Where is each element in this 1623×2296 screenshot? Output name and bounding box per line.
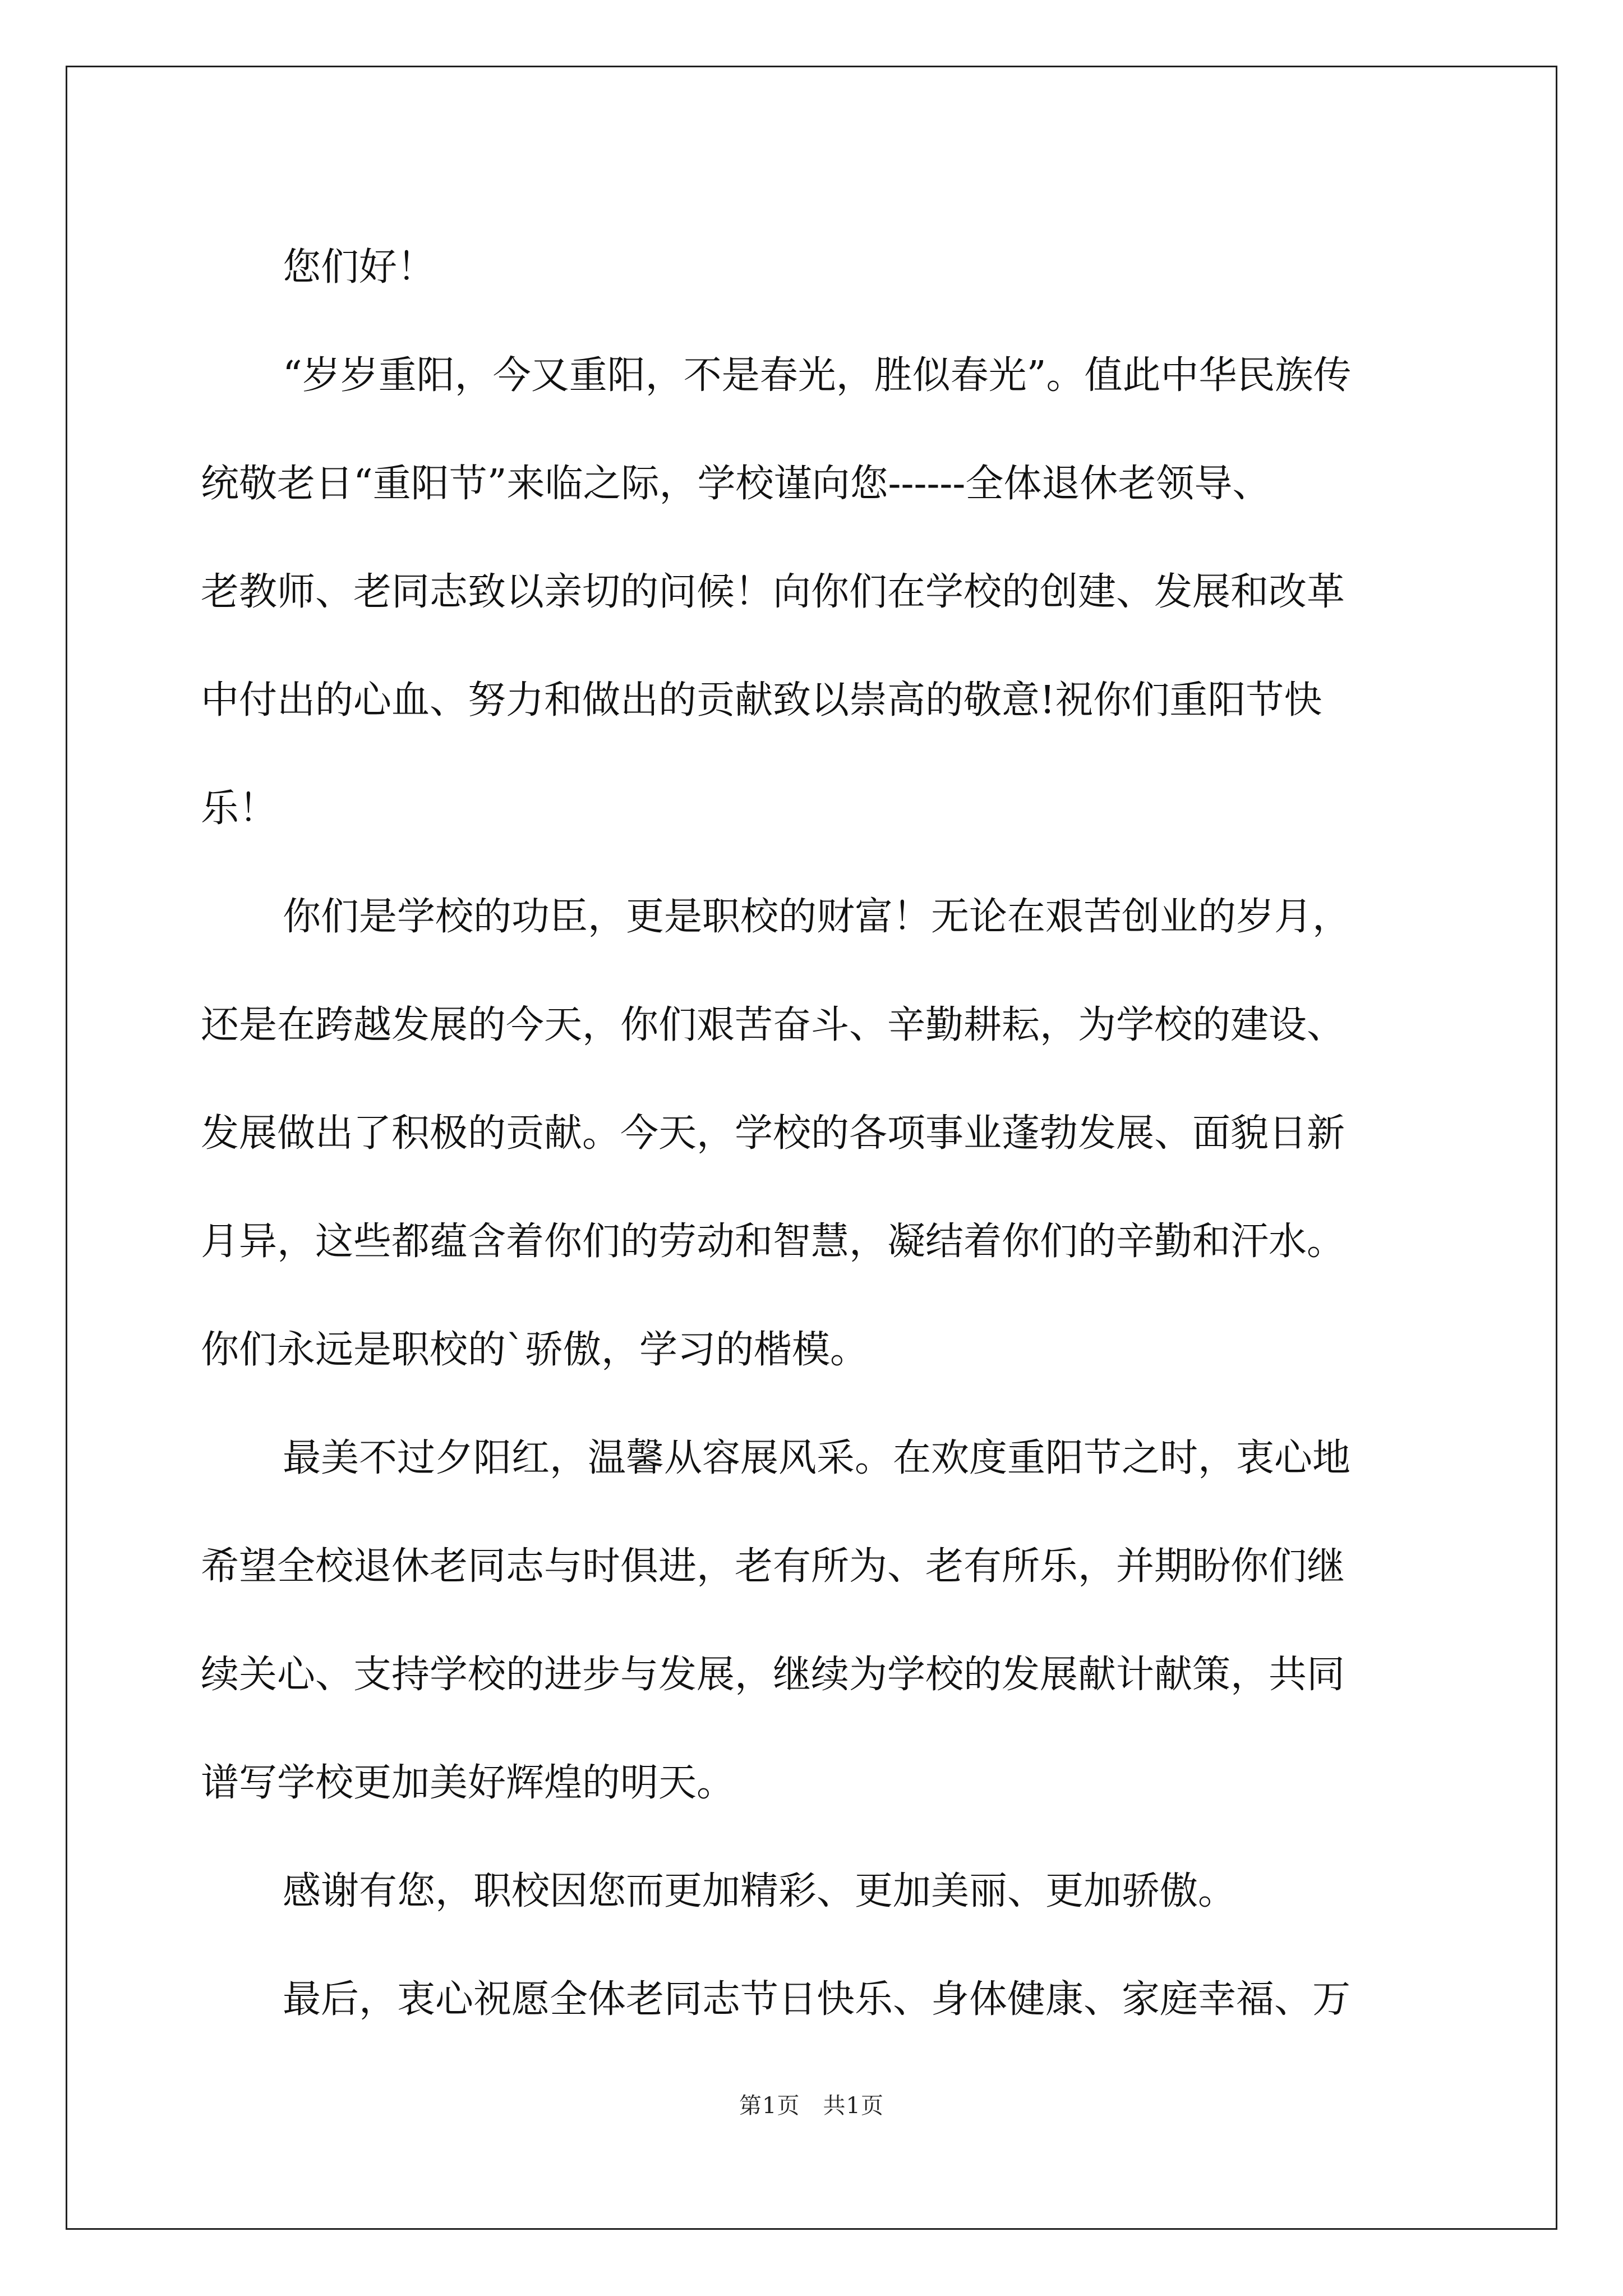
text-line: 感谢有您，职校因您而更加精彩、更加美丽、更加骄傲。 (283, 1869, 1237, 1913)
letter-body (201, 213, 1429, 2054)
text-line: 希望全校退休老同志与时俱进，老有所为、老有所乐，并期盼你们继 (201, 1544, 1345, 1589)
text-line: 统敬老日“重阳节”来临之际，学校谨向您------全体退休老领导、 (201, 462, 1271, 506)
text-line: 您们好！ (283, 245, 436, 289)
text-line: 你们永远是职校的`骄傲，学习的楷模。 (201, 1328, 869, 1372)
text-line: 最后，衷心祝愿全体老同志节日快乐、身体健康、家庭幸福、万 (283, 1977, 1351, 2022)
text-line: 续关心、支持学校的进步与发展，继续为学校的发展献计献策，共同 (201, 1653, 1345, 1697)
text-line: 中付出的心血、努力和做出的贡献致以崇高的敬意!祝你们重阳节快 (201, 678, 1322, 723)
text-line: 月异，这些都蕴含着你们的劳动和智慧，凝结着你们的辛勤和汗水。 (201, 1220, 1345, 1264)
text-line: 最美不过夕阳红，温馨从容展风采。在欢度重阳节之时，衷心地 (283, 1436, 1351, 1480)
text-line: 乐！ (201, 786, 278, 831)
text-line: 老教师、老同志致以亲切的问候！向你们在学校的创建、发展和改革 (201, 570, 1345, 614)
text-line: 发展做出了积极的贡献。今天，学校的各项事业蓬勃发展、面貌日新 (201, 1111, 1345, 1156)
page-number: 第1页 共1页 (739, 2093, 884, 2119)
text-line: “岁岁重阳，今又重阳，不是春光，胜似春光”。值此中华民族传 (283, 353, 1352, 398)
text-line: 你们是学校的功臣，更是职校的财富！无论在艰苦创业的岁月， (283, 895, 1351, 939)
text-line: 还是在跨越发展的今天，你们艰苦奋斗、辛勤耕耘，为学校的建设、 (201, 1003, 1345, 1047)
text-line: 谱写学校更加美好辉煌的明天。 (201, 1761, 735, 1805)
